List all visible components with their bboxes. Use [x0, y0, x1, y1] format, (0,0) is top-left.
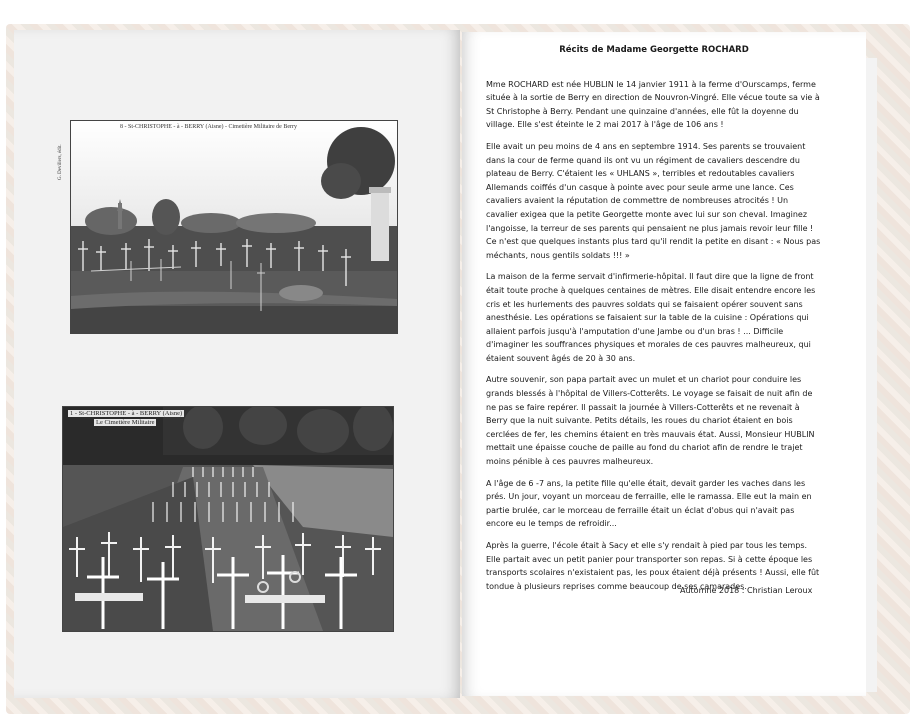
signature: Automne 2018 : Christian Leroux	[680, 586, 813, 595]
postcard-caption-bottom-2: Le Cimetière Militaire	[96, 419, 155, 426]
paragraph-3: La maison de la ferme servait d'infirmerie-hôpital. Il faut dire que la ligne de front était toute proche à quelques centaines de mètres. Elle disait entendre encore les cris et les hurlements des pauvres soldats qui se faisaient opérer souvent sans anesthésie. Les opérations se faisaient sur la table de la cuisine : Opérations qui allaient parfois jusqu'à l'amputation d'une Jambe ou d'un bras ! ... Difficile d'imaginer les souffrances physiques et morales de ces pauvres malheureux, qui étaient souvent âgés de 20 à 30 ans.	[486, 272, 816, 363]
postcard-caption-top: 8 - St-CHRISTOPHE - à - BERRY (Aisne) - Cimetière Militaire de Berry	[120, 124, 297, 130]
page-title: Récits de Madame Georgette ROCHARD	[559, 45, 749, 55]
paragraph-6: Après la guerre, l'école était à Sacy et elle s'y rendait à pied par tous les temps. Elle partait avec un petit panier pour transporter son repas. Si à cette époque les transports scolaires n'existaient pas, les poux étaient déjà présents ! Aussi, elle fût tondue à plusieurs reprises comme beaucoup de ses camarades.	[486, 541, 820, 591]
story-text-block	[486, 44, 822, 601]
postcard-photo-top	[70, 120, 398, 334]
paragraph-1: Mme ROCHARD est née HUBLIN le 14 janvier 1911 à la ferme d'Ourscamps, ferme située à la sortie de Berry en direction de Nouvron-Vingré. Elle vécue toute sa vie à St Christophe à Berry. Pendant une quinzaine d'années, elle fût la doyenne du village. Elle s'est éteinte le 2 mai 2017 à l'âge de 106 ans !	[486, 79, 820, 130]
paragraph-5: A l'âge de 6 -7 ans, la petite fille qu'elle était, devait garder les vaches dans les prés. Un jour, voyant un morceau de ferraille, elle le ramassa. Elle eut la main en partie brulée, car le morceau de ferraille était un éclat d'obus qui n'avait pas encore eu le temps de refroidir...	[486, 478, 812, 529]
postcard-side-mark: G. Devillers, édit.	[58, 144, 63, 180]
paragraph-2: Elle avait un peu moins de 4 ans en septembre 1914. Ses parents se trouvaient dans la cour de ferme quand ils ont vu un régiment de cavaliers descendre du plateau de Berry. C'étaient les « UHLANS », terribles et redoutables cavaliers Allemands coiffés d'un casque à pointe avec pour seule arme une lance. Ces cavaliers avaient la réputation de commettre de nombreuses atrocités ! Un cavalier exigea que la petite Georgette monte avec lui sur son cheval. Imaginez l'angoisse, la terreur de ses parents qui pensaient ne plus jamais revoir leur fille ! Ce n'est que quelques instants plus tard qu'il rendit la petite en disant : « Nous pas méchants, nous gentils soldats !!! »	[486, 141, 821, 260]
paragraph-4: Autre souvenir, son papa partait avec un mulet et un chariot pour conduire les grands blessés à l'hôpital de Villers-Cotterêts. Le voyage se faisait de nuit afin de ne pas se faire repérer. Il passait la journée à Villers-Cotterêts et ne revenait à Berry que la nuit suivante. Petits détails, les roues du chariot étaient en bois cerclées de fer, les chemins étaient en très mauvais état. Aussi, Monsieur HUBLIN mettait une épaisse couche de paille au fond du chariot afin de rendre le trajet moins pénible à ces pauvres malheureux.	[486, 375, 815, 467]
postcard-photo-bottom	[62, 406, 394, 632]
postcard-caption-bottom-1: 1 - St-CHRISTOPHE - à - BERRY (Aisne)	[70, 410, 183, 417]
